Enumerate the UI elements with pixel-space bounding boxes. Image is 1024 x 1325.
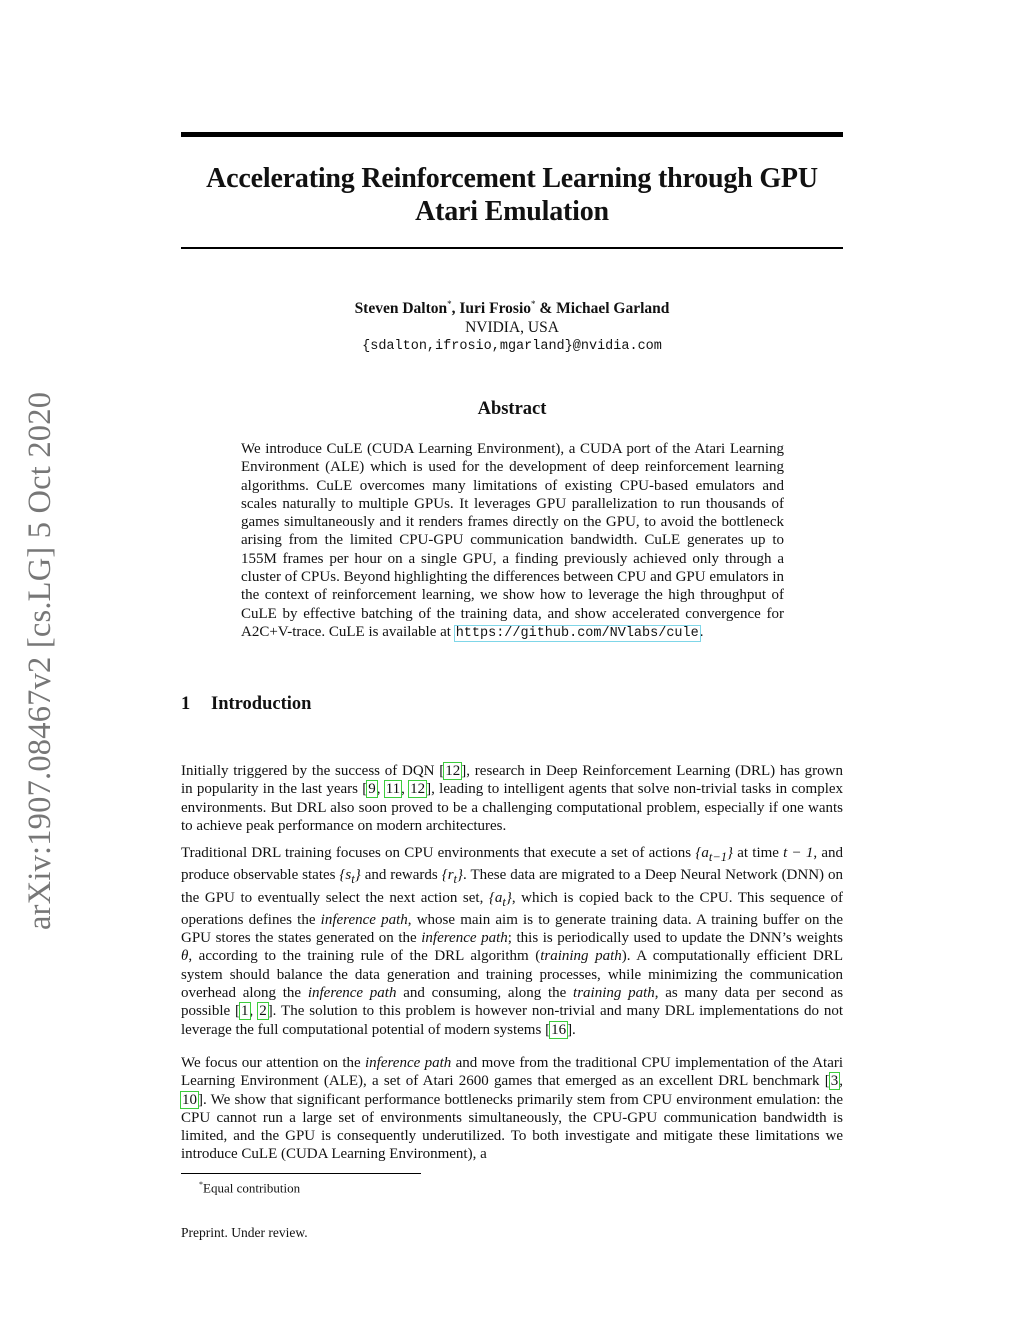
math-part: {r — [441, 867, 454, 884]
math-subscript: t — [351, 872, 355, 887]
citation-link[interactable]: 9 — [368, 781, 376, 798]
abstract-heading: Abstract — [477, 399, 547, 419]
text-run: ], leading to intelligent agents that solve non-trivial tasks in complex environments. But DRL also soon proved to be a challenging computational problem, especially if one wants to achieve peak performance on modern architectures. — [181, 781, 844, 834]
math-subscript: t — [453, 872, 458, 887]
math-subscript: t−1 — [708, 850, 728, 864]
citation-link[interactable]: 11 — [385, 781, 401, 798]
footnote-mark: * — [199, 1180, 203, 1189]
author-2: Iuri Frosio — [459, 300, 532, 318]
text-run: , as many data per second as possible [ — [181, 985, 844, 1020]
author-1: Steven Dalton — [354, 300, 448, 318]
math-part: {s — [339, 867, 352, 884]
emphasis: inference path — [307, 985, 397, 1002]
emphasis: inference path — [320, 911, 408, 928]
text-run: Initially triggered by the success of DQN [ — [181, 763, 445, 779]
preprint-notice: Preprint. Under review. — [181, 1225, 308, 1240]
emphasis: inference path — [365, 1055, 452, 1071]
abstract-text — [241, 440, 784, 643]
code-repository-link[interactable]: https://github.com/NVlabs/cule — [455, 625, 699, 641]
abstract-body: We introduce CuLE (CUDA Learning Environment), a CUDA port of the Atari Learning Environment (ALE) which is used for the development of deep reinforcement learning algorithms. CuLE overcomes many limitations of existing CPU-based emulators and scales naturally to multiple GPUs. It leverages GPU parallelization to run thousands of games simultaneously and it renders frames directly on the GPU, to avoid the bottleneck arising from the limited CPU-GPU communication bandwidth. CuLE generates up to 155M frames per hour on a single GPU, a finding previously achieved only through a cluster of CPUs. Beyond highlighting the differences between CPU and GPU emulators in the context of reinforcement learning, we show how to leverage the high throughput of CuLE by effective batching of the training data, and show accelerated convergence for A2C+V-trace. CuLE is available at — [241, 441, 784, 640]
emphasis: training path — [540, 948, 622, 965]
math-time: t − 1 — [783, 845, 814, 861]
intro-paragraph-1: Initially triggered by the success of DQN [12], research in Deep Reinforcement Learning (DRL) has grown in popularity in the last years [9, 11, 12], leading to intelligent agents that solve non-trivial tasks in complex environments. But DRL also soon proved to be a challenging computational problem, especially if one wants to achieve peak performance on modern architectures. — [181, 763, 844, 834]
affiliation: NVIDIA, USA — [465, 319, 559, 337]
citation-link[interactable]: 12 — [445, 763, 461, 779]
arxiv-identifier[interactable]: arXiv:1907.08467v2 [cs.LG] 5 Oct 2020 — [22, 391, 58, 930]
intro-paragraph-3: We focus our attention on the inference path and move from the traditional CPU implementation of the Atari Learning Environment (ALE), a set of Atari 2600 games that emerged as an excellent DRL benchmark [3, 10]. We show that significant performance bottlenecks primarily stem from CPU environment emulation: the CPU cannot run a large set of environments simultaneously, the CPU-GPU communication bandwidth is limited, and the GPU is consequently underutilized. To both investigate and mitigate these limitations we introduce CuLE (CUDA Learning Environment), a — [181, 1055, 844, 1163]
abstract-period: . — [699, 623, 704, 640]
author-names: Steven Dalton*, Iuri Frosio* & Michael Garland — [354, 299, 670, 318]
text-run: ). A computationally efficient DRL system should balance the data generation and training processes, while minimizing the communication overhead along the — [181, 948, 843, 1002]
emphasis: inference path — [421, 930, 508, 947]
math-action-set — [488, 889, 512, 909]
text-run: , which is copied back to the CPU. This sequence of operations defines the — [181, 889, 843, 928]
section-heading-introduction — [181, 693, 843, 715]
section-number: 1 — [181, 694, 191, 714]
emphasis: training path — [573, 985, 655, 1002]
text-run: ]. — [567, 1021, 576, 1038]
title-top-rule — [181, 132, 843, 137]
math-part: } — [727, 845, 734, 861]
math-actions — [695, 845, 734, 864]
text-run: , and produce observable states — [181, 845, 844, 884]
math-part: } — [505, 889, 512, 906]
text-run: and rewards — [364, 867, 438, 884]
footnote — [199, 1177, 300, 1196]
citation-link[interactable]: 2 — [259, 1003, 267, 1020]
author-emails: {sdalton,ifrosio,mgarland}@nvidia.com — [362, 339, 662, 355]
text-run: at time — [737, 845, 779, 861]
title-line-1: Accelerating Reinforcement Learning through GPU — [206, 163, 818, 194]
citation-link[interactable]: 16 — [551, 1021, 567, 1038]
text-run: Traditional DRL training focuses on CPU environments that execute a set of actions — [181, 845, 692, 861]
title-bottom-rule — [181, 247, 843, 249]
text-run: , according to the training rule of the DRL algorithm ( — [188, 948, 541, 965]
citation-link[interactable]: 10 — [182, 1091, 197, 1108]
text-run: ], research in Deep Reinforcement Learning (DRL) has grown in popularity in the last years [ — [181, 763, 843, 798]
math-part: {a — [695, 845, 709, 861]
author-3: & Michael Garland — [539, 300, 670, 318]
section-title: Introduction — [211, 694, 312, 714]
math-weights: θ — [181, 948, 189, 965]
text-run: and consuming, along the — [403, 985, 567, 1002]
citation-link[interactable]: 3 — [830, 1073, 839, 1090]
equal-contribution-mark: * — [531, 299, 536, 309]
math-subscript: t — [502, 894, 506, 909]
title-line-2: Atari Emulation — [415, 196, 609, 227]
math-part: } — [457, 867, 464, 884]
equal-contribution-mark: * — [447, 299, 452, 309]
math-part: } — [354, 867, 361, 884]
footnote-rule — [181, 1173, 421, 1174]
text-run: . These data are migrated to a Deep Neural Network (DNN) on the GPU to eventually select the next action set, — [181, 867, 843, 906]
citation-link[interactable]: 1 — [241, 1003, 249, 1020]
math-rewards — [441, 867, 464, 887]
citation-link[interactable]: 12 — [410, 781, 426, 798]
text-run: ]. We show that significant performance bottlenecks primarily stem from CPU environment emulation: the CPU cannot run a large set of environments simultaneously, the CPU-GPU communication bandwidth is limited, and the GPU is consequently underutilized. To both investigate and mitigate these limitations we introduce CuLE (CUDA Learning Environment), a — [181, 1091, 843, 1163]
text-run: , whose main aim is to generate training data. A training buffer on the GPU stores the states generated on the — [181, 911, 844, 947]
text-run: We focus our attention on the — [181, 1055, 361, 1071]
intro-paragraph-2: Traditional DRL training focuses on CPU environments that execute a set of actions $\{a_{t-1}\}$ at time t − 1, and produce observable states $\{s_t\}$ and rewards $\{r_t\}$. These data are migrated to a Deep Neural Network (DNN) on the GPU to eventually select the next action set, $\{a_t\}$, which is copied back to the CPU. This sequence of operations defines the inference path, whose main aim is to generate training data. A training buffer on the GPU stores the states generated on the inference path; this is periodically used to update the DNN’s weights θ, according to the training rule of the DRL algorithm (training path). A computationally efficient DRL system should balance the data generation and training processes, while minimizing the communication overhead along the inference path and consuming, along the training path, as many data per second as possible [1, 2]. The solution to this problem is however non-trivial and many DRL implementations do not leverage the full computational potential of modern systems [16]. — [181, 845, 844, 1038]
text-run: and move from the traditional CPU implementation of the Atari Learning Environment (ALE), a set of Atari 2600 games that emerged as an excellent DRL benchmark [ — [181, 1055, 844, 1090]
math-states — [339, 867, 361, 887]
text-run: ; this is periodically used to update the DNN’s weights — [507, 930, 843, 947]
text-run: ]. The solution to this problem is however non-trivial and many DRL implementations do not leverage the full computational potential of modern systems [ — [181, 1003, 843, 1038]
footnote-text: Equal contribution — [203, 1180, 301, 1196]
math-part: {a — [488, 889, 503, 906]
paper-title — [181, 162, 843, 228]
author-block — [181, 295, 843, 356]
